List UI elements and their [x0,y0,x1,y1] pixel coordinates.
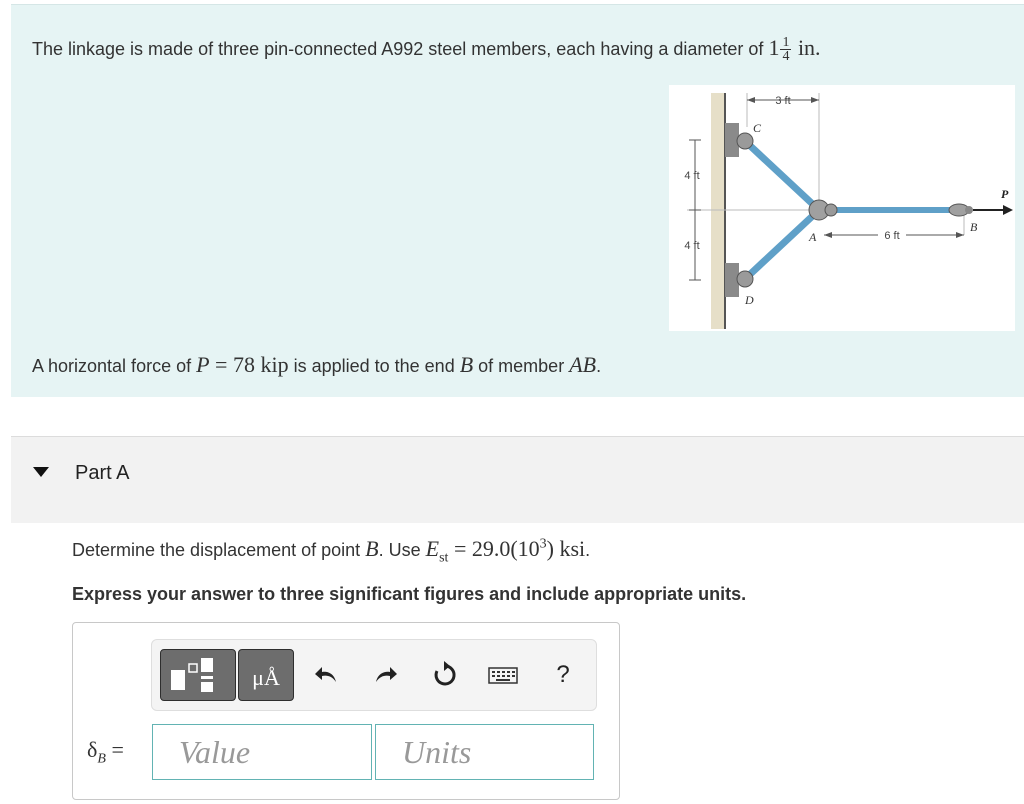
math-toolbar [151,639,597,711]
member-ab-label: AB [569,352,597,377]
point-b: B [459,352,474,377]
redo-icon-svg [370,660,400,690]
question-end: . [585,540,591,560]
fraction-denominator: 4 [782,49,790,65]
dim-label-lower: 4 ft [684,240,700,252]
label-a: A [809,230,817,244]
help-button[interactable]: ? [556,661,570,688]
force-end: . [596,356,602,376]
question-use: . Use [378,540,426,560]
diameter-unit: in. [797,35,821,60]
label-b: B [970,220,978,234]
force-middle-text: is applied to the end [288,356,460,376]
member-ref [569,352,596,377]
keyboard-icon-svg [488,660,518,690]
templates-button[interactable] [160,649,236,701]
end-b-eye [965,206,973,214]
linkage-figure [669,85,1015,331]
force-member-text: of member [473,356,570,376]
part-title: Part A [75,462,130,484]
member-ac [745,141,819,210]
delta-subscript: B [97,751,106,767]
units-button[interactable]: μÅ [238,649,294,701]
pin-d [737,271,753,287]
undo-icon-svg [312,660,342,690]
instruction-text: Express your answer to three significant figures and include appropriate units. [72,584,747,604]
question-point-b: B [365,536,379,561]
arrow-head [824,232,832,238]
dim-label-top: 3 ft [775,95,791,107]
arrow-head [956,232,964,238]
equals-sign: = [105,737,124,762]
modulus-subscript: st [439,550,449,566]
templates-icon [161,650,235,700]
modulus-unit: ) ksi [546,536,586,561]
answer-box [72,622,620,800]
question-prefix: Determine the displacement of point [72,540,366,560]
label-d: D [745,293,754,307]
modulus-expression [425,536,586,566]
modulus-symbol: E [425,536,440,561]
arrow-head [811,97,819,103]
diameter-fraction [780,36,791,63]
pin-a-clevis [825,204,837,216]
intro-text [32,35,821,63]
modulus-value: = 29.0(10 [448,536,540,561]
point-b-ref [460,352,473,377]
label-p: P [1001,187,1009,201]
question-point [365,536,378,561]
force-symbol: P [196,352,210,377]
modulus-exponent: 3 [539,536,547,552]
reset-icon[interactable] [430,660,460,690]
dim-label-right: 6 ft [884,230,900,242]
intro-sentence: The linkage is made of three pin-connected A992 steel members, each having a diameter of [32,39,769,59]
force-prefix: A horizontal force of [32,356,197,376]
force-arrow-head [1003,205,1013,215]
fraction-numerator: 1 [782,35,790,51]
label-c: C [753,121,762,135]
delta-symbol: δ [87,737,98,762]
pin-c [737,133,753,149]
diameter-value [768,35,821,65]
reset-icon-svg [430,660,460,690]
problem-statement [11,4,1024,397]
answer-label [87,737,124,767]
force-expression [196,352,288,377]
linkage-diagram [669,85,1015,331]
question-text [72,536,590,566]
force-description [32,352,601,378]
undo-icon[interactable] [312,660,342,690]
dim-label-upper: 4 ft [684,170,700,182]
value-input[interactable]: Value [152,724,372,780]
units-input[interactable]: Units [375,724,594,780]
part-a-header[interactable] [11,436,1024,523]
collapse-caret-icon[interactable] [33,467,49,477]
redo-icon[interactable] [370,660,400,690]
diameter-whole: 1 [768,35,780,60]
member-ad [745,210,819,279]
keyboard-icon[interactable] [488,660,518,690]
arrow-head [747,97,755,103]
force-value: = 78 kip [209,352,289,377]
wall [711,93,725,329]
